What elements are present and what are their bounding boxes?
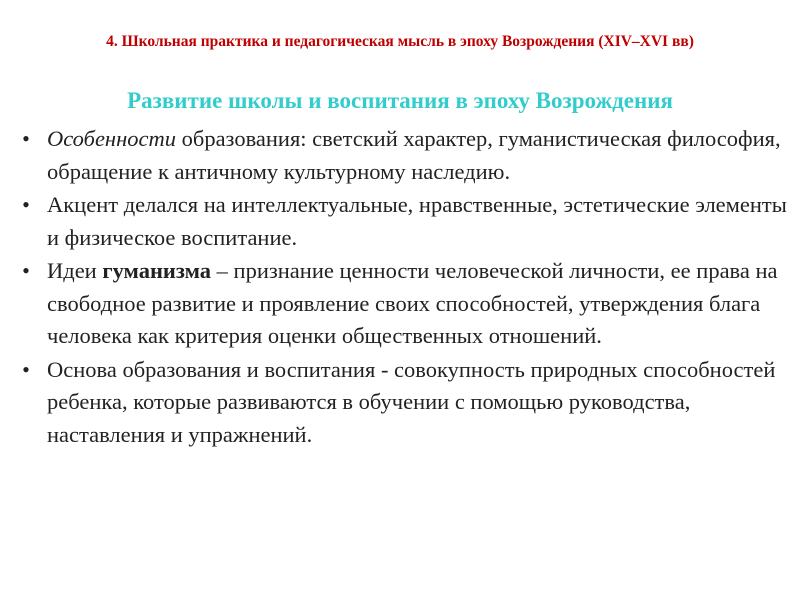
slide-subtitle: Развитие школы и воспитания в эпоху Возрождения: [127, 88, 673, 113]
bullet-item-humanism: [18, 255, 788, 353]
bullet-icon: •: [22, 192, 30, 217]
bullet-text: образования: светский характер, гуманистическая философия, обращение к античному культурному наследию.: [47, 126, 781, 184]
bullet-item-foundation: [18, 354, 788, 452]
bullet-lead: Идеи: [47, 258, 103, 283]
bullet-italic-lead: Особенности: [47, 126, 176, 151]
bullet-text: – признание ценности человеческой личности, ее права на свободное развитие и проявление своих способностей, утверждения блага человека как критерия оценки общественных отношений.: [47, 258, 778, 348]
bullet-bold-term: гуманизма: [102, 258, 212, 283]
bullet-icon: •: [22, 356, 30, 382]
bullet-text: Акцент делался на интеллектуальные, нравственные, эстетические элементы и физическое воспитание.: [47, 192, 787, 250]
slide-title: 4. Школьная практика и педагогическая мысль в эпоху Возрождения (XIV–XVI вв): [106, 33, 694, 50]
bullet-list: [18, 123, 788, 452]
bullet-icon: •: [22, 126, 30, 151]
bullet-icon: •: [22, 258, 30, 283]
bullet-text: Основа образования и воспитания - совокупность природных способностей ребенка, которые развиваются в обучении с помощью руководства, наставления и упражнений.: [47, 356, 776, 447]
bullet-item-features: [18, 123, 788, 188]
bullet-item-accent: [18, 189, 788, 254]
